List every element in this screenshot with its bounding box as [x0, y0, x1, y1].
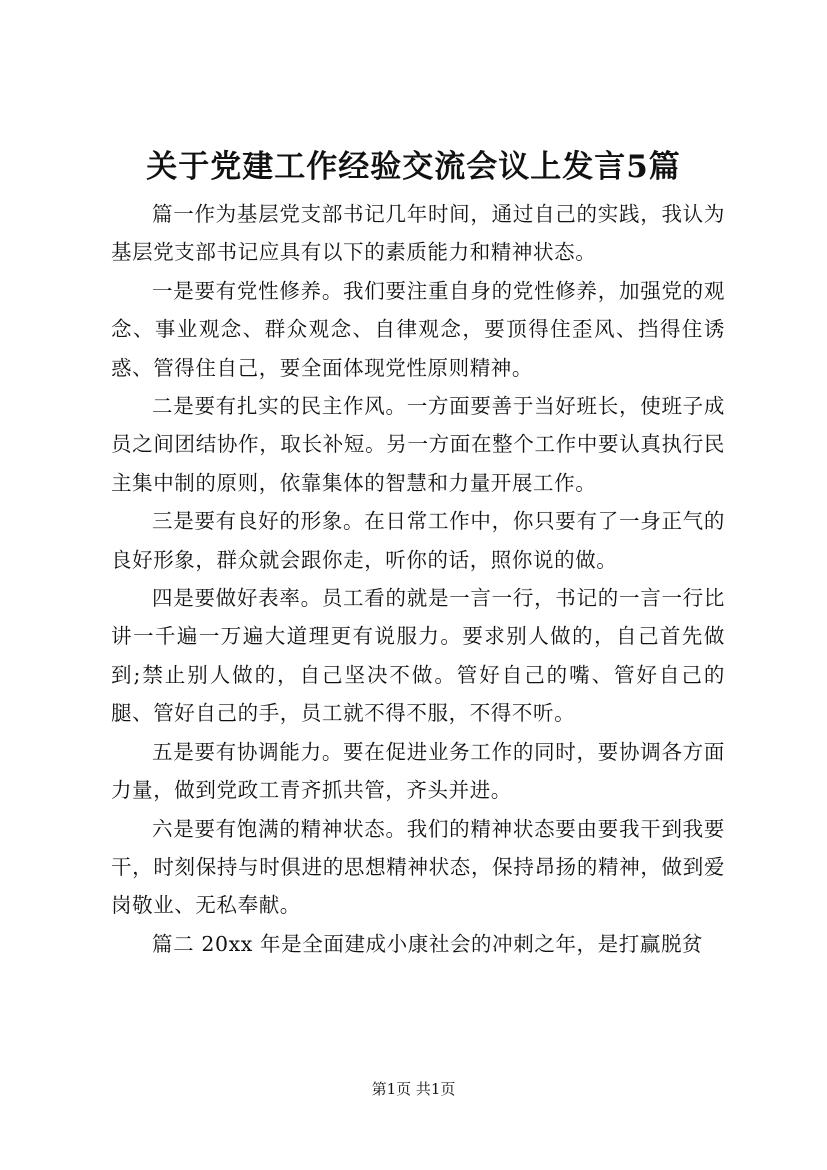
page-footer: 第1页 共1页 — [371, 1080, 456, 1098]
paragraph-5: 四是要做好表率。员工看的就是一言一行，书记的一言一行比讲一千遍一万遍大道理更有说服力。要求别人做的，自己首先做到;禁止别人做的，自己坚决不做。管好自己的嘴、管好自己的腿、管好自己的手，员工就不得不服，不得不听。 — [111, 586, 725, 726]
paragraph-1: 篇一作为基层党支部书记几年时间，通过自己的实践，我认为基层党支部书记应具有以下的素质能力和精神状态。 — [111, 202, 725, 265]
paragraph-7: 六是要有饱满的精神状态。我们的精神状态要由要我干到我要干，时刻保持与时俱进的思想精神状态，保持昂扬的精神，做到爱岗敬业、无私奉献。 — [111, 816, 725, 918]
paragraph-2: 一是要有党性修养。我们要注重自身的党性修养，加强党的观念、事业观念、群众观念、自律观念，要顶得住歪风、挡得住诱惑、管得住自己，要全面体现党性原则精神。 — [111, 278, 725, 380]
document-title: 关于党建工作经验交流会议上发言5篇 — [146, 149, 681, 185]
paragraph-3: 二是要有扎实的民主作风。一方面要善于当好班长，使班子成员之间团结协作，取长补短。另一方面在整个工作中要认真执行民主集中制的原则，依靠集体的智慧和力量开展工作。 — [111, 394, 725, 495]
paragraph-8: 篇二 20xx 年是全面建成小康社会的冲刺之年，是打赢脱贫 — [152, 931, 704, 956]
paragraph-6: 五是要有协调能力。要在促进业务工作的同时，要协调各方面力量，做到党政工青齐抓共管，齐头并进。 — [111, 739, 725, 803]
document-body — [111, 195, 725, 963]
paragraph-4: 三是要有良好的形象。在日常工作中，你只要有了一身正气的良好形象，群众就会跟你走，听你的话，照你说的做。 — [111, 509, 725, 572]
